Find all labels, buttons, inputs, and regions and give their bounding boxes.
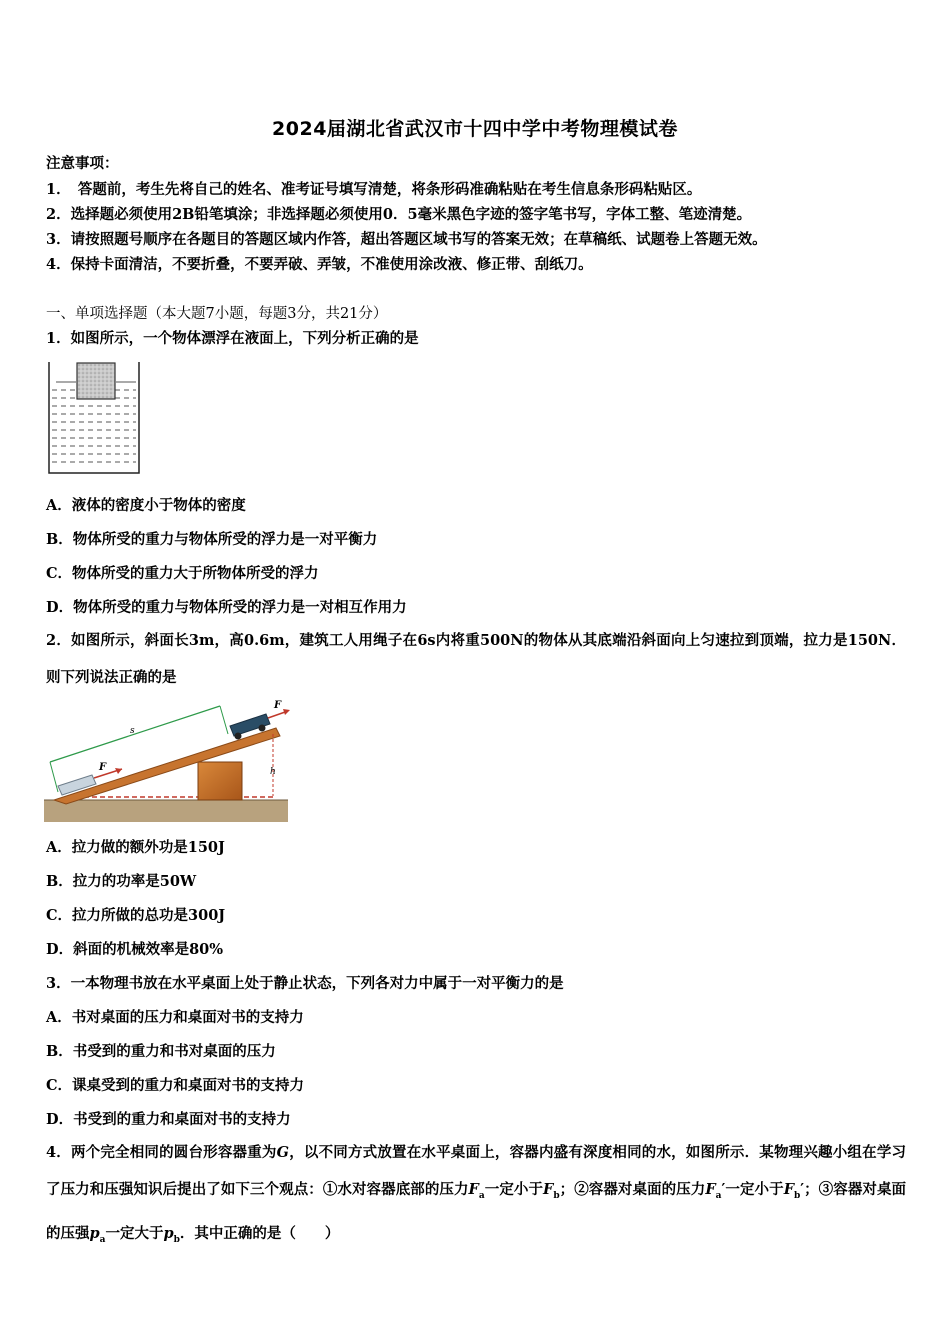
force-label-top: F: [274, 700, 282, 711]
incline-plank: [54, 728, 280, 804]
option: B．物体所受的重力与物体所受的浮力是一对平衡力: [46, 531, 378, 548]
notice-heading: 注意事项：: [46, 155, 119, 172]
option: C．拉力所做的总功是300J: [46, 907, 226, 924]
option: A．拉力做的额外功是150J: [46, 839, 225, 856]
option: C．课桌受到的重力和桌面对书的支持力: [46, 1077, 305, 1094]
notice-item: 1． 答题前，考生先将自己的姓名、准考证号填写清楚，将条形码准确粘贴在考生信息条形码粘贴区。: [46, 181, 702, 198]
notice-item: 4．保持卡面清洁，不要折叠，不要弄破、弄皱，不准使用涂改液、修正带、刮纸刀。: [46, 256, 593, 273]
var-G: G: [276, 1144, 290, 1161]
notice-item: 3．请按照题号顺序在各题目的答题区域内作答，超出答题区域书写的答案无效；在草稿纸、试题卷上答题无效。: [46, 231, 767, 248]
question-2-stem: 2．如图所示，斜面长3m，高0.6m，建筑工人用绳子在6s内将重500N的物体从其底端沿斜面向上匀速拉到顶端，拉力是150N．则下列说法正确的是: [46, 632, 906, 686]
question-4-stem: 4．两个完全相同的圆台形容器重为G，以不同方式放置在水平桌面上，容器内盛有深度相同的水，如图所示．某物理兴趣小组在学习了压力和压强知识后提出了如下三个观点：①水对容器底部的压力$F_a$一定小于$F_b$；②容器对桌面的压力$F_a'$一定小于$F_b'$；③容器对桌面的压强$p_a$一定大于$p_b$．其中正确的是（ ）: [46, 1144, 907, 1245]
height-label: h: [270, 767, 276, 777]
floating-block: [77, 363, 115, 399]
page-title: 2024届湖北省武汉市十四中学中考物理模试卷: [272, 118, 678, 140]
incline-figure: [44, 700, 292, 824]
support-block: [198, 762, 242, 800]
option: C．物体所受的重力大于所物体所受的浮力: [46, 565, 319, 582]
option: D．斜面的机械效率是80%: [46, 941, 224, 958]
option: A．液体的密度小于物体的密度: [46, 497, 246, 514]
option: B．书受到的重力和书对桌面的压力: [46, 1043, 276, 1060]
question-3-stem: 3．一本物理书放在水平桌面上处于静止状态，下列各对力中属于一对平衡力的是: [46, 975, 564, 992]
ground: [44, 800, 288, 822]
floating-block-figure: [46, 360, 142, 476]
option: A．书对桌面的压力和桌面对书的支持力: [46, 1009, 304, 1026]
length-line: [50, 706, 220, 762]
section-heading: 一、单项选择题（本大题7小题，每题3分，共21分）: [46, 306, 388, 322]
notice-item: 2．选择题必须使用2B铅笔填涂；非选择题必须使用0．5毫米黑色字迹的签字笔书写，字体工整、笔迹清楚。: [46, 206, 752, 223]
option: D．物体所受的重力与物体所受的浮力是一对相互作用力: [46, 599, 407, 616]
length-label: s: [130, 726, 135, 736]
option: D．书受到的重力和桌面对书的支持力: [46, 1111, 291, 1128]
force-label-bottom: F: [99, 762, 107, 773]
option: B．拉力的功率是50W: [46, 873, 197, 890]
question-1-stem: 1．如图所示，一个物体漂浮在液面上，下列分析正确的是: [46, 330, 419, 347]
